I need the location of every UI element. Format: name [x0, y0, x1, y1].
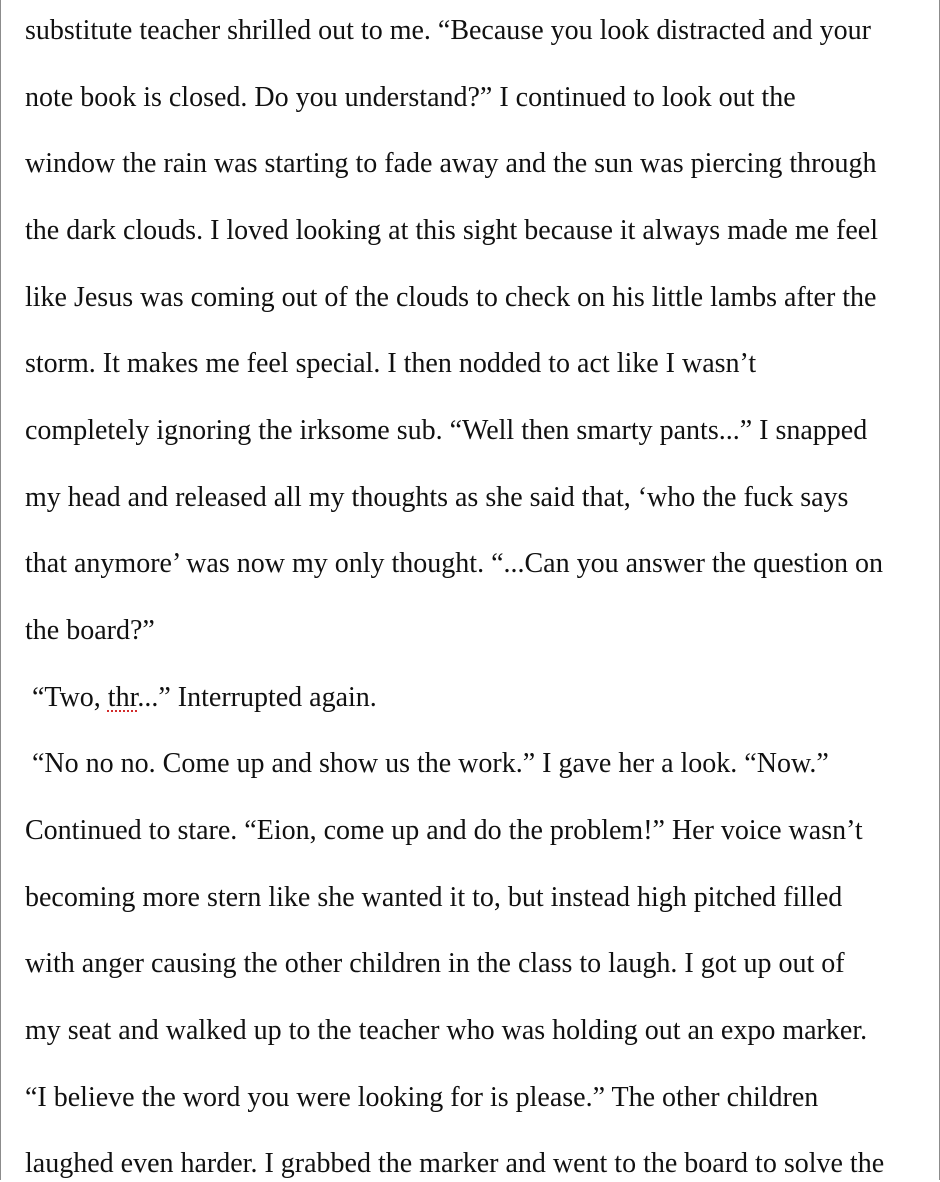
text-line [25, 680, 377, 716]
text-line: Continued to stare. “Eion, come up and do the problem!” Her voice wasn’t [25, 815, 863, 846]
text-line: the dark clouds. I loved looking at this sight because it always made me feel [25, 215, 878, 246]
text-line: the board?” [25, 615, 155, 646]
text-line: becoming more stern like she wanted it to, but instead high pitched filled [25, 882, 843, 913]
text-line: substitute teacher shrilled out to me. “Because you look distracted and your [25, 15, 871, 46]
text-line: with anger causing the other children in the class to laugh. I got up out of [25, 948, 845, 979]
text-line: my head and released all my thoughts as she said that, ‘who the fuck says [25, 482, 849, 513]
text-line: window the rain was starting to fade away and the sun was piercing through [25, 148, 877, 179]
text-line: laughed even harder. I grabbed the marker and went to the board to solve the [25, 1148, 885, 1179]
text-segment: “Two, [25, 682, 108, 713]
text-line: “No no no. Come up and show us the work.” I gave her a look. “Now.” [25, 748, 829, 779]
text-line: storm. It makes me feel special. I then nodded to act like I wasn’t [25, 348, 757, 379]
text-line: my seat and walked up to the teacher who was holding out an expo marker. [25, 1015, 868, 1046]
text-segment: ...” Interrupted again. [137, 682, 377, 713]
spelling-error-word[interactable]: thr [107, 682, 138, 713]
text-line: like Jesus was coming out of the clouds to check on his little lambs after the [25, 282, 877, 313]
text-line: completely ignoring the irksome sub. “Well then smarty pants...” I snapped [25, 415, 868, 446]
text-line: that anymore’ was now my only thought. “...Can you answer the question on [25, 548, 883, 579]
text-line: note book is closed. Do you understand?” I continued to look out the [25, 82, 796, 113]
text-line: “I believe the word you were looking for is please.” The other children [25, 1082, 819, 1113]
